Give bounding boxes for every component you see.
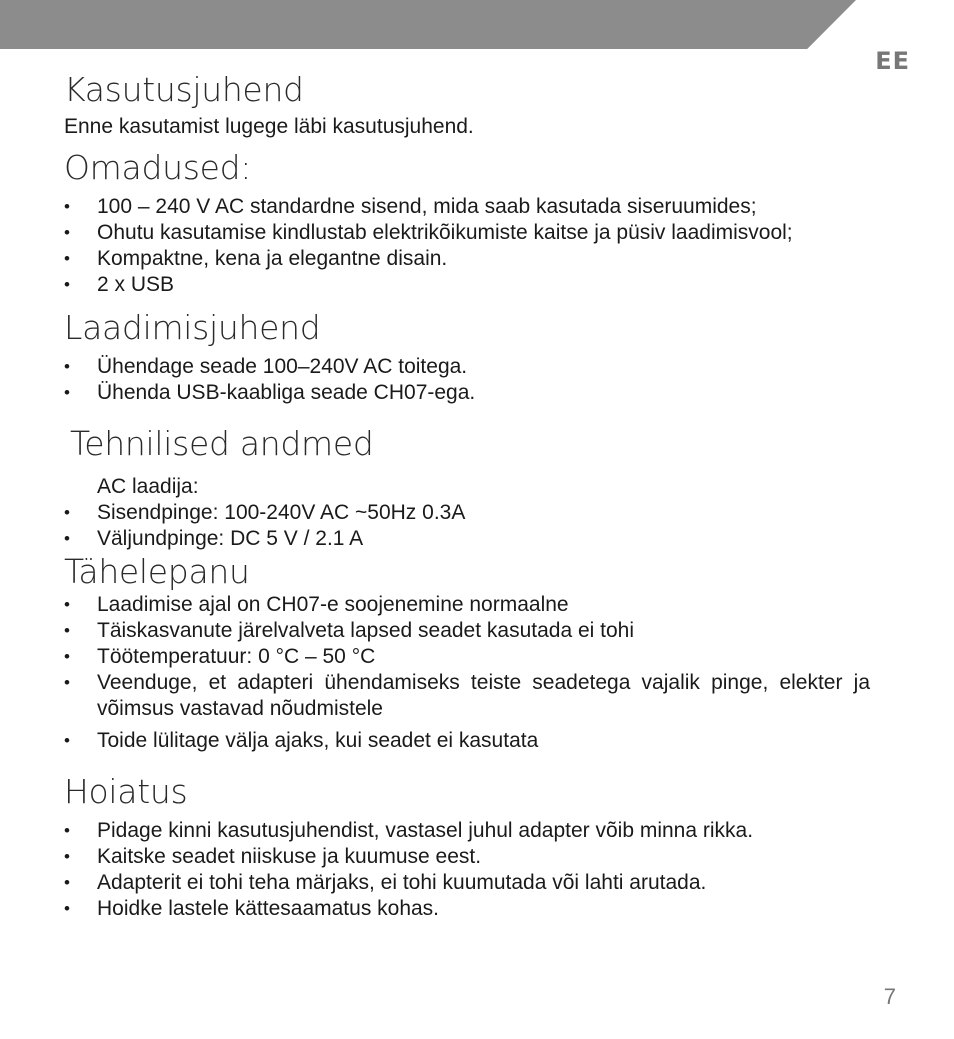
list-item: • Täiskasvanute järelvalveta lapsed seadet kasutada ei tohi [64,618,870,644]
list-item: • Adapterit ei tohi teha märjaks, ei tohi kuumutada või lahti arutada. [64,870,870,896]
heading-hoiatus: Hoiatus [64,772,188,811]
list-tahelepanu [64,592,870,754]
heading-laadimisjuhend: Laadimisjuhend [64,308,321,347]
list-item: • Töötemperatuur: 0 °C – 50 °C [64,644,870,670]
list-tehnilised [64,500,870,552]
list-laadimisjuhend [64,354,870,406]
list-item: • Laadimise ajal on CH07-e soojenemine normaalne [64,592,870,618]
list-item: • Hoidke lastele kättesaamatus kohas. [64,896,870,922]
list-item: • Ühendage seade 100–240V AC toitega. [64,354,870,380]
heading-tehnilised-andmed: Tehnilised andmed [70,424,374,463]
ac-charger-label: AC laadija: [97,475,199,498]
header-band [0,0,856,49]
page-number: 7 [883,984,896,1009]
heading-tahelepanu: Tähelepanu [64,552,250,591]
list-item: • Ühenda USB-kaabliga seade CH07-ega. [64,380,870,406]
manual-content [64,70,870,922]
list-item: • Kompaktne, kena ja elegantne disain. [64,246,870,272]
list-item: • 2 x USB [64,272,870,298]
list-item: • Sisendpinge: 100-240V AC ~50Hz 0.3A [64,500,870,526]
list-item: • Väljundpinge: DC 5 V / 2.1 A [64,526,870,552]
list-item: • Ohutu kasutamise kindlustab elektrikõikumiste kaitse ja püsiv laadimisvool; [64,220,870,246]
list-item: • 100 – 240 V AC standardne sisend, mida saab kasutada siseruumides; [64,194,870,220]
heading-kasutusjuhend: Kasutusjuhend [64,70,304,109]
list-hoiatus [64,818,870,922]
intro-text: Enne kasutamist lugege läbi kasutusjuhend. [64,115,474,138]
list-item: • Veenduge, et adapteri ühendamiseks teiste seadetega vajalik pinge, elekter ja võimsus vastavad nõudmistele [64,670,870,722]
heading-omadused: Omadused: [64,148,252,187]
list-omadused [64,194,870,298]
list-item: • Toide lülitage välja ajaks, kui seadet ei kasutata [64,728,870,754]
list-item: • Kaitske seadet niiskuse ja kuumuse eest. [64,844,870,870]
language-code: EE [875,47,910,75]
list-item: • Pidage kinni kasutusjuhendist, vastasel juhul adapter võib minna rikka. [64,818,870,844]
